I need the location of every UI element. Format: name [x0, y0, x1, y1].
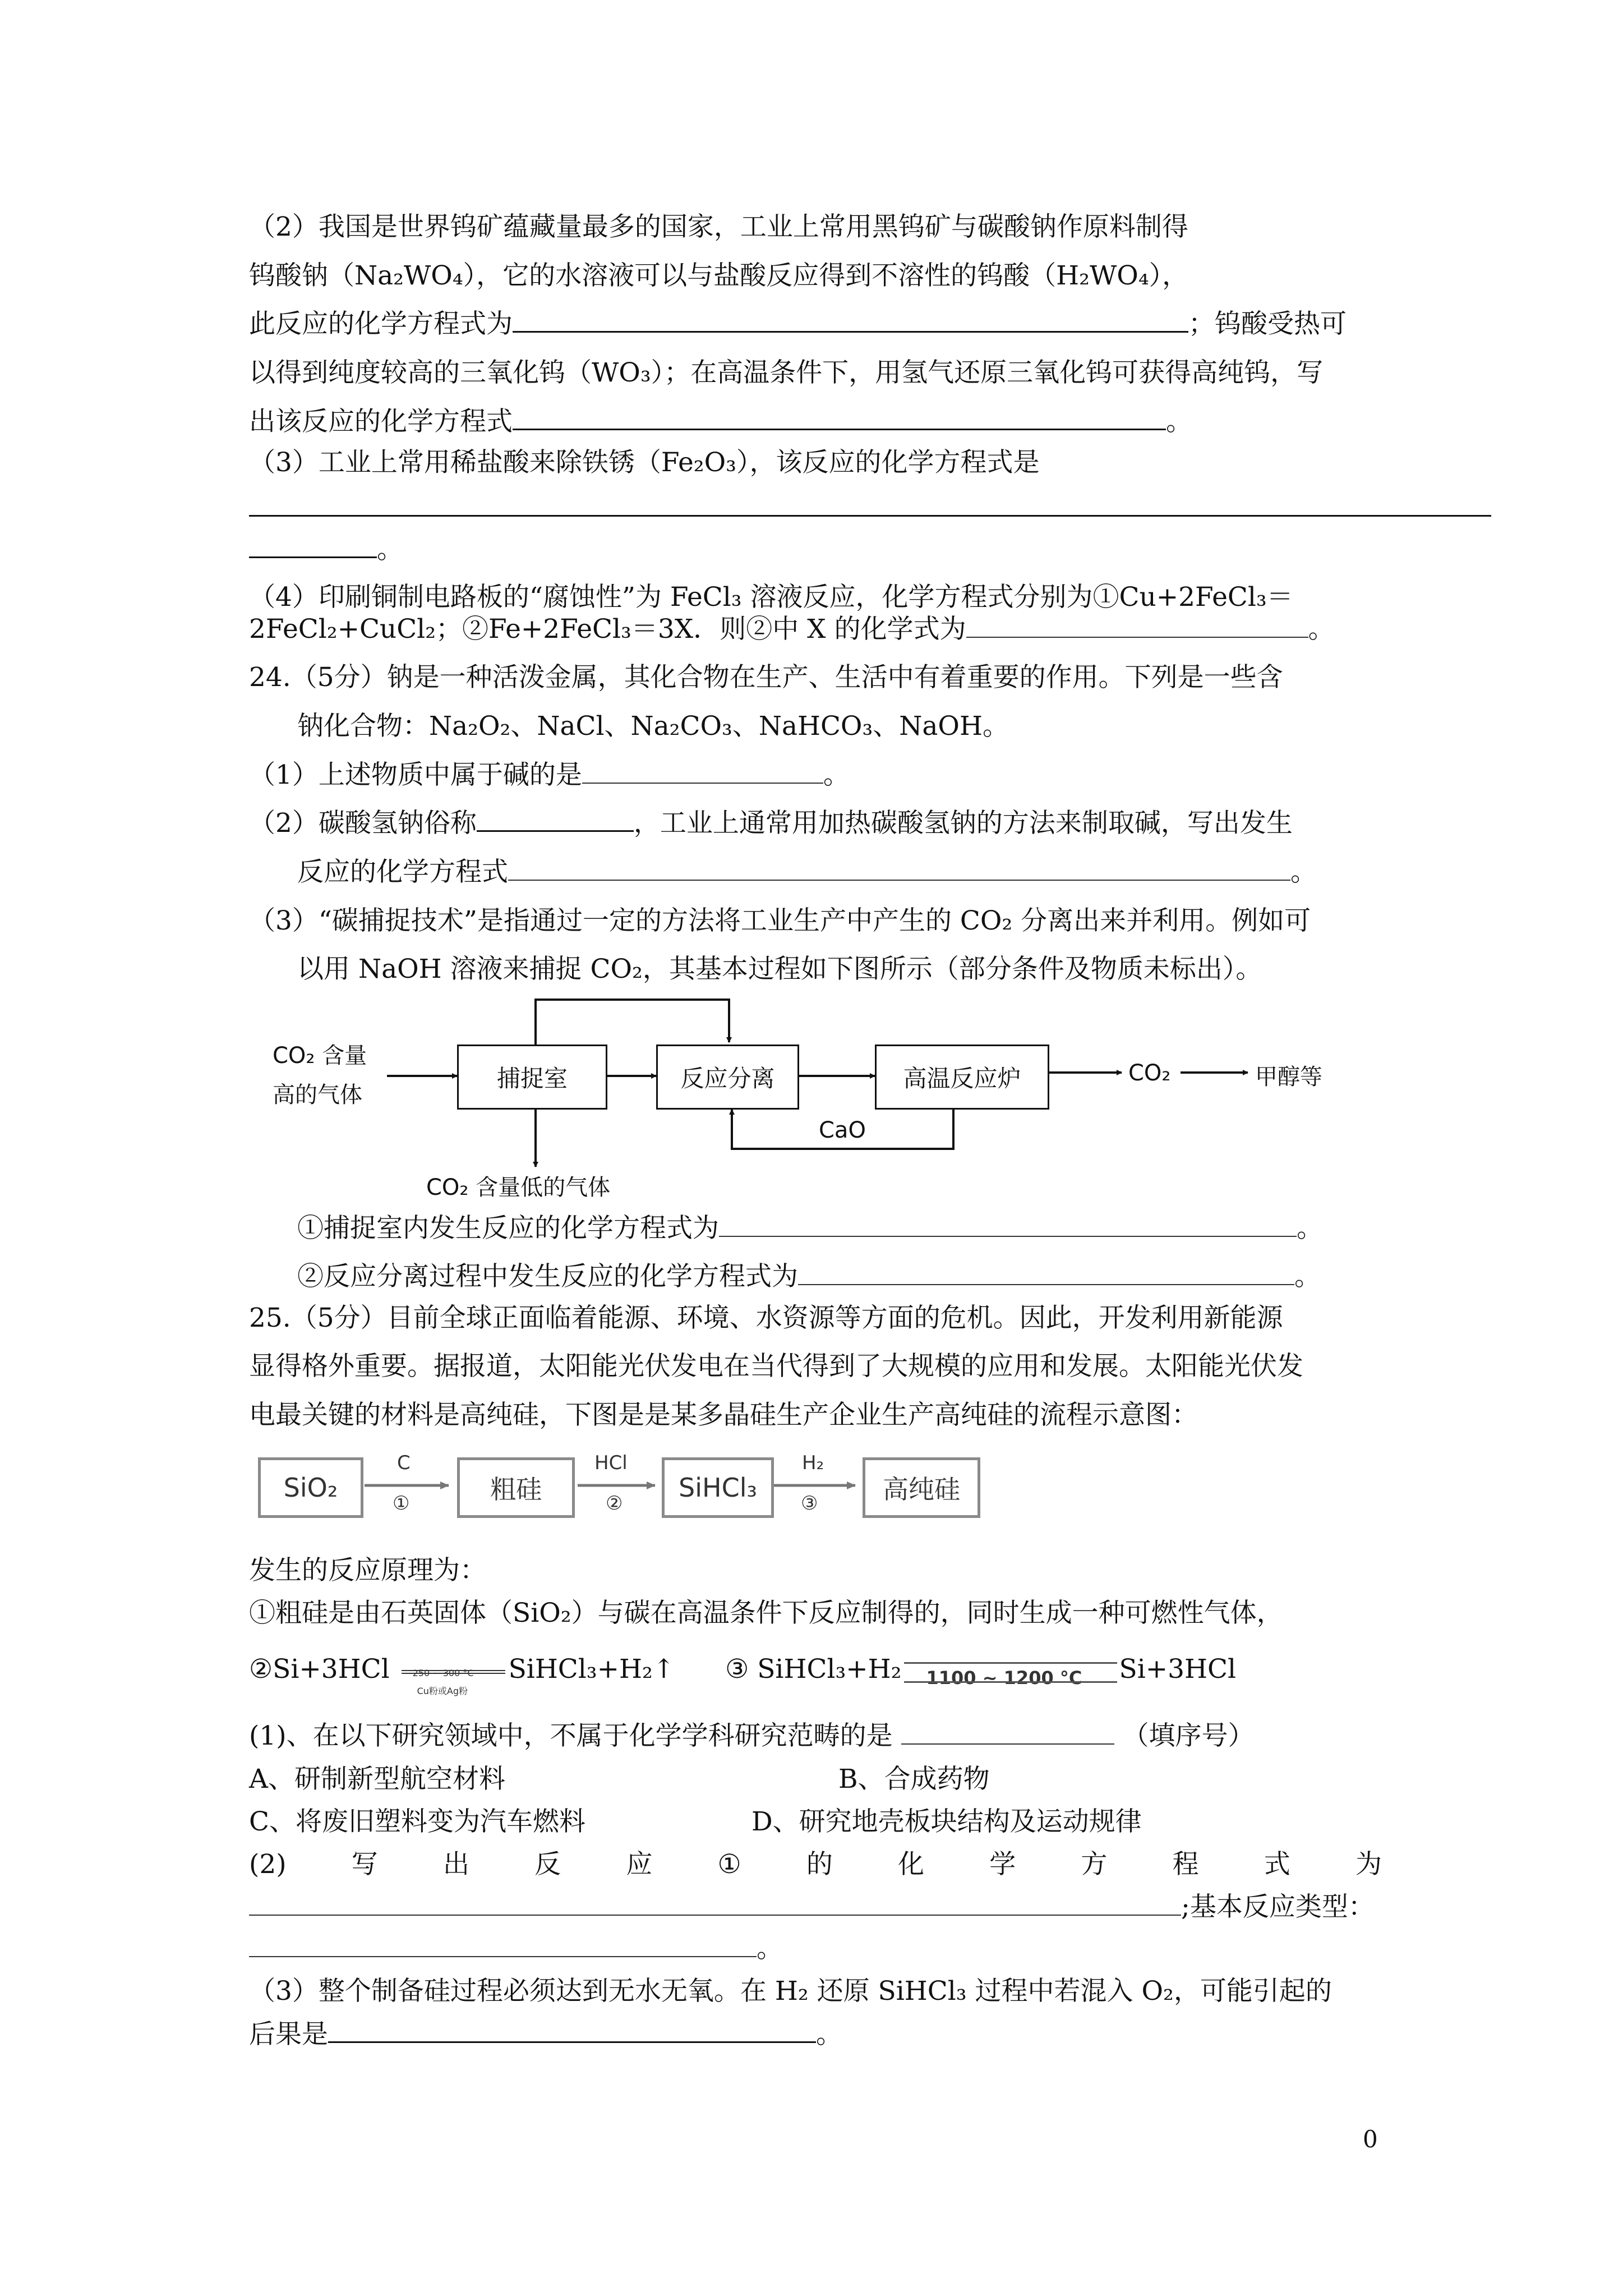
- q24-part3-line1: （3）“碳捕捉技术”是指通过一定的方法将工业生产中产生的 CO₂ 分离出来并利用。例如可: [249, 905, 1311, 936]
- flow-input-label-line2: 高的气体: [273, 1082, 362, 1108]
- si-arrow-1-reagent: C: [397, 1452, 411, 1474]
- q25-part1: [249, 1719, 1254, 1753]
- q25-option-c: C、将废旧塑料变为汽车燃料: [249, 1806, 585, 1837]
- reaction2-right: SiHCl₃+H₂↑: [508, 1654, 675, 1685]
- reaction2-condition: [402, 1660, 505, 1696]
- flow-output-low-co2: CO₂ 含量低的气体: [426, 1175, 611, 1200]
- q24-sub1-text: ①捕捉室内发生反应的化学方程式为: [297, 1213, 719, 1244]
- q25-part2-word-11: 式: [1264, 1849, 1290, 1880]
- q23-part2-line3-tail: ；钨酸受热可: [1188, 309, 1347, 339]
- q25-line2: 显得格外重要。据报道，太阳能光伏发电在当代得到了大规模的应用和发展。太阳能光伏发: [249, 1351, 1303, 1382]
- reaction2-equals-line: [402, 1670, 505, 1671]
- q23-part2-line3-text: 此反应的化学方程式为: [249, 309, 513, 339]
- si-arrow-2-step: ②: [606, 1492, 623, 1515]
- q25-line1: 25.（5分）目前全球正面临着能源、环境、水资源等方面的危机。因此，开发利用新能源: [249, 1303, 1283, 1333]
- q25-part2-word-8: 学: [989, 1849, 1016, 1880]
- si-box-sio2-label: SiO₂: [283, 1473, 338, 1503]
- q23-part2-line5-tail: 。: [1166, 406, 1192, 437]
- q23-part2-line5-text: 出该反应的化学方程式: [249, 406, 513, 437]
- si-box-pure-label: 高纯硅: [883, 1474, 960, 1504]
- q24-part2-line2-text: 反应的化学方程式: [297, 857, 508, 887]
- answer-blank-reaction-type[interactable]: [249, 1935, 757, 1957]
- flow-box-furnace-label: 高温反应炉: [903, 1065, 1021, 1092]
- reaction3-bar-bottom: [904, 1681, 1117, 1683]
- q23-part4-line2-text: 2FeCl₂+CuCl₂；②Fe+2FeCl₃＝3X．则②中 X 的化学式为: [249, 614, 966, 645]
- q23-part2-line2: 钨酸钠（Na₂WO₄），它的水溶液可以与盐酸反应得到不溶性的钨酸（H₂WO₄），: [249, 260, 1189, 291]
- q25-part2-line3-tail: 。: [757, 1933, 783, 1964]
- flow-box-capture-label: 捕捉室: [496, 1065, 568, 1092]
- q24-part3-line2: 以用 NaOH 溶液来捕捉 CO₂，其基本过程如下图所示（部分条件及物质未标出）。: [297, 954, 1262, 984]
- si-box-pure-silicon: [863, 1457, 980, 1518]
- answer-blank-not-chemistry[interactable]: [901, 1722, 1114, 1745]
- q25-option-a: A、研制新型航空材料: [249, 1764, 505, 1795]
- reaction2-catalyst: Cu粉或Ag粉: [417, 1686, 468, 1696]
- q25-part2-word-9: 方: [1081, 1849, 1108, 1880]
- q24-part2-mid: ，工业上通常用加热碳酸氢钠的方法来制取碱，写出发生: [633, 808, 1293, 839]
- flow-output-co2: CO₂: [1128, 1060, 1171, 1086]
- q24-line2: 钠化合物：Na₂O₂、NaCl、Na₂CO₃、NaHCO₃、NaOH。: [297, 711, 1009, 742]
- q24-part1-tail: 。: [823, 760, 850, 790]
- reaction3-left: ③ SiHCl₃+H₂: [725, 1654, 902, 1685]
- q23-part2-line4: 以得到纯度较高的三氧化钨（WO₃）；在高温条件下，用氢气还原三氧化钨可获得高纯钨，写: [249, 357, 1324, 388]
- q25-line3: 电最关键的材料是高纯硅，下图是是某多晶硅生产企业生产高纯硅的流程示意图：: [249, 1400, 1198, 1430]
- q24-part1-text: （1）上述物质中属于碱的是: [249, 760, 582, 790]
- q25-part3-line2-tail: 。: [816, 2019, 842, 2050]
- q23-part3-line2-tail: 。: [377, 534, 403, 565]
- answer-blank-consequence[interactable]: [328, 2020, 816, 2043]
- q25-principle-heading: 发生的反应原理为：: [249, 1555, 486, 1586]
- si-arrow-2-reagent: HCl: [594, 1452, 628, 1474]
- reaction3-right: Si+3HCl: [1119, 1654, 1236, 1685]
- page-number: 0: [1363, 2125, 1378, 2153]
- si-box-crude-silicon: [457, 1457, 575, 1518]
- q25-part2-line1: [249, 1848, 1382, 1881]
- si-arrow-1-step: ①: [393, 1492, 410, 1515]
- q25-part1-text: (1)、在以下研究领域中，不属于化学学科研究范畴的是: [249, 1720, 893, 1751]
- q25-part3-line2-text: 后果是: [249, 2019, 328, 2050]
- q25-part2-line2-tail: ;基本反应类型：: [1181, 1892, 1375, 1922]
- reaction2-equals-line-2: [402, 1673, 505, 1674]
- q24-sub2-tail: 。: [1294, 1261, 1321, 1292]
- flow-label-cao: CaO: [819, 1117, 866, 1143]
- q25-option-d: D、研究地壳板块结构及运动规律: [751, 1806, 1142, 1837]
- reaction2-temp: 250 ~ 300 °C: [412, 1668, 474, 1678]
- reaction3-temp: 1100 ~ 1200 °C: [926, 1667, 1082, 1688]
- q25-part3-line2: [249, 2018, 842, 2051]
- q25-part2-word-5: ①: [717, 1849, 741, 1880]
- si-arrow-3-reagent: H₂: [802, 1452, 824, 1474]
- si-box-crude-label: 粗硅: [490, 1474, 542, 1504]
- q25-part2-word-10: 程: [1172, 1849, 1199, 1880]
- answer-blank-reaction1-equation[interactable]: [249, 1893, 1181, 1916]
- q25-part2-word-1: 写: [351, 1849, 378, 1880]
- q25-part2-line2: [249, 1890, 1375, 1924]
- flow-input-label-line1: CO₂ 含量: [273, 1043, 367, 1069]
- flow-box-separation-label: 反应分离: [680, 1065, 775, 1092]
- q25-part2-line3: [249, 1932, 783, 1966]
- q25-part2-word-0: (2): [249, 1849, 287, 1880]
- flow-output-methanol: 甲醇等: [1255, 1064, 1322, 1090]
- q23-part4-line2-tail: 。: [1308, 614, 1335, 645]
- q23-part3-line1: （3）工业上常用稀盐酸来除铁锈（Fe₂O₃），该反应的化学方程式是: [249, 447, 1040, 478]
- q25-reaction2-3: [249, 1653, 1236, 1696]
- si-box-sihcl3: [662, 1457, 774, 1518]
- si-box-sihcl3-label: SiHCl₃: [679, 1473, 757, 1503]
- q25-part2-word-4: 应: [626, 1849, 653, 1880]
- q23-part4-line1: （4）印刷铜制电路板的“腐蚀性”为 FeCl₃ 溶液反应，化学方程式分别为①Cu+2FeCl₃＝: [249, 582, 1293, 613]
- reaction2-left: ②Si+3HCl: [249, 1654, 390, 1685]
- q25-part2-word-12: 为: [1355, 1849, 1382, 1880]
- si-arrow-3-step: ③: [801, 1492, 818, 1515]
- q25-part2-word-3: 反: [534, 1849, 561, 1880]
- q25-part2-word-7: 化: [898, 1849, 925, 1880]
- q24-part2-line2-tail: 。: [1290, 857, 1317, 887]
- si-box-sio2: [258, 1457, 363, 1518]
- q24-sub1-tail: 。: [1297, 1213, 1323, 1244]
- q24-part2-text: （2）碳酸氢钠俗称: [249, 808, 477, 839]
- q23-part2-line1: （2）我国是世界钨矿蕴藏量最多的国家，工业上常用黑钨矿与碳酸钠作原料制得: [249, 211, 1188, 242]
- q25-part3-line1: （3）整个制备硅过程必须达到无水无氧。在 H₂ 还原 SiHCl₃ 过程中若混入 O₂，可能引起的: [249, 1976, 1332, 2007]
- q25-part2-word-2: 出: [442, 1849, 469, 1880]
- q25-part2-word-6: 的: [806, 1849, 833, 1880]
- q25-reaction1: ①粗硅是由石英固体（SiO₂）与碳在高温条件下反应制得的，同时生成一种可燃性气体，: [249, 1598, 1283, 1628]
- q24-line1: 24.（5分）钠是一种活泼金属，其化合物在生产、生活中有着重要的作用。下列是一些含: [249, 662, 1283, 693]
- q25-option-b: B、合成药物: [838, 1764, 990, 1795]
- reaction3-condition: [904, 1660, 1117, 1688]
- q25-part1-tail: （填序号）: [1122, 1720, 1255, 1751]
- q24-sub2-text: ②反应分离过程中发生反应的化学方程式为: [297, 1261, 798, 1292]
